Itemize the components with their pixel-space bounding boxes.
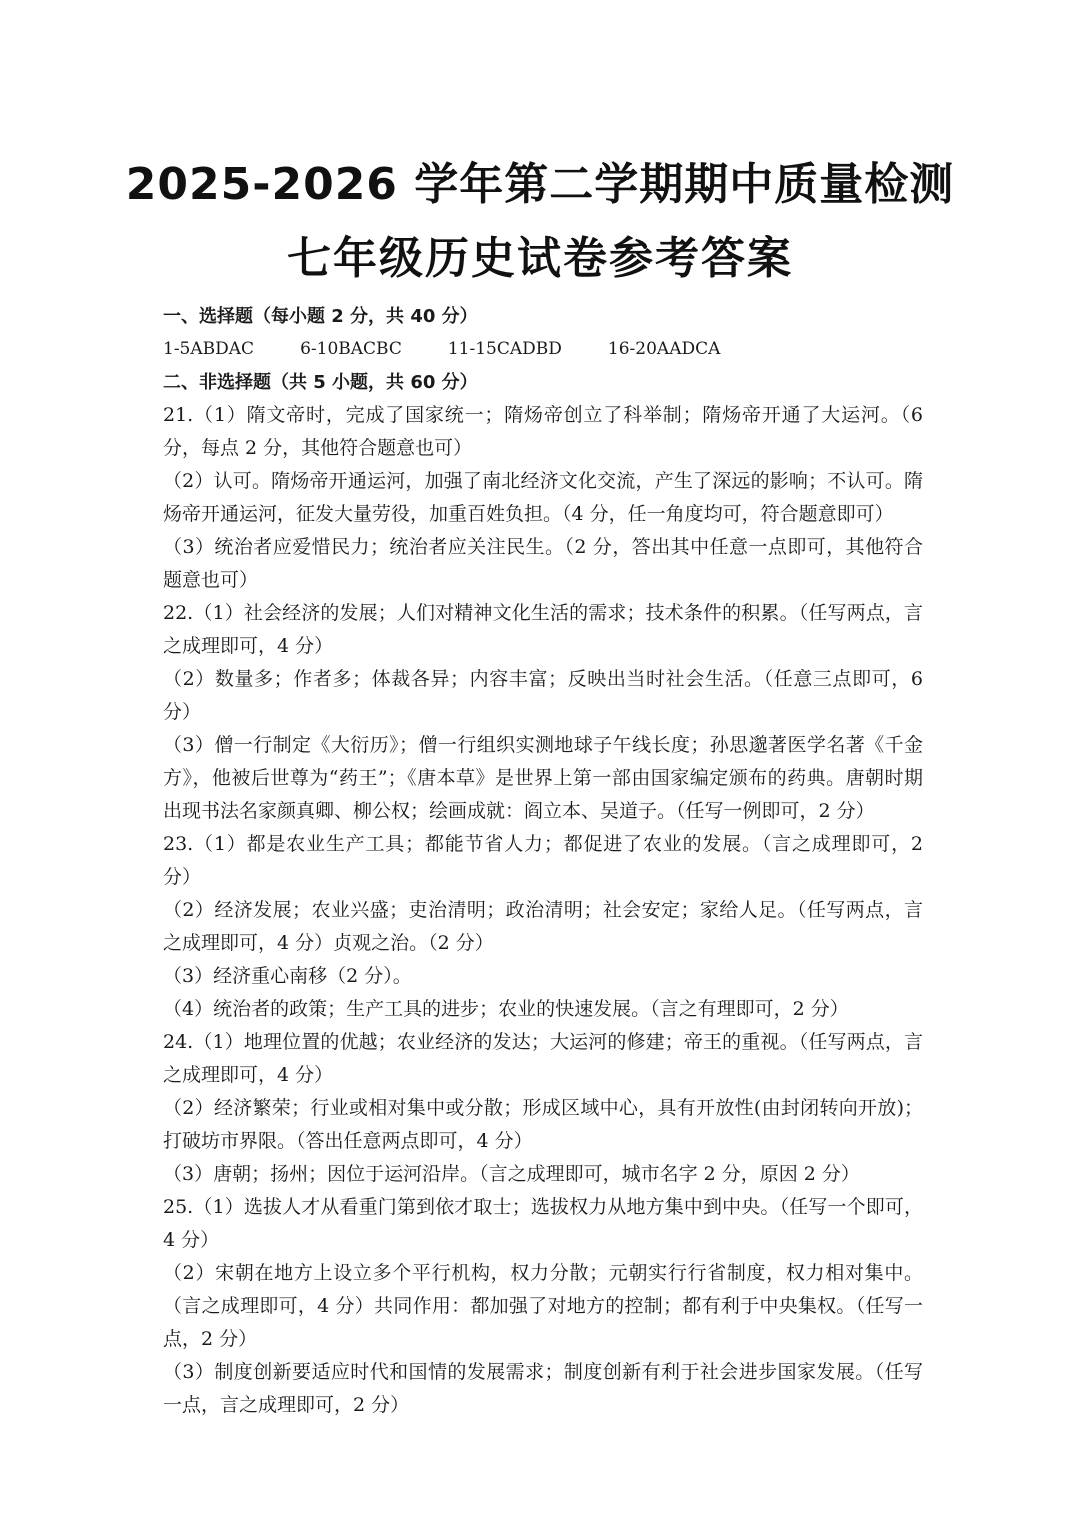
section-heading-multiple-choice: 一、选择题（每小题 2 分，共 40 分）	[163, 306, 478, 327]
answer-group: 16-20AADCA	[607, 339, 721, 359]
answer-group: 11-15CADBD	[447, 339, 562, 359]
answer-paragraph: （2）数量多；作者多；体裁各异；内容丰富；反映出当时社会生活。（任意三点即可，6 分）	[163, 668, 923, 723]
document-subtitle: 七年级历史试卷参考答案	[287, 233, 793, 284]
answer-paragraph: 22.（1）社会经济的发展；人们对精神文化生活的需求；技术条件的积累。（任写两点，言之成理即可，4 分）	[163, 602, 923, 657]
answer-paragraph: （2）经济发展；农业兴盛；吏治清明；政治清明；社会安定；家给人足。（任写两点，言之成理即可，4 分）贞观之治。（2 分）	[163, 899, 923, 954]
answer-group: 1-5ABDAC	[163, 339, 255, 359]
answer-paragraph: 21.（1）隋文帝时，完成了国家统一；隋炀帝创立了科举制；隋炀帝开通了大运河。（6 分，每点 2 分，其他符合题意也可）	[163, 404, 923, 459]
answer-paragraph: 23.（1）都是农业生产工具；都能节省人力；都促进了农业的发展。（言之成理即可，2 分）	[163, 833, 923, 888]
document-title: 2025-2026 学年第二学期期中质量检测	[125, 159, 955, 210]
answer-paragraph: 24.（1）地理位置的优越；农业经济的发达；大运河的修建；帝王的重视。（任写两点，言之成理即可，4 分）	[163, 1031, 923, 1086]
answer-paragraph: （3）僧一行制定《大衍历》；僧一行组织实测地球子午线长度；孙思邈著医学名著《千金方》，他被后世尊为“药王”；《唐本草》是世界上第一部由国家编定颁布的药典。唐朝时期出现书法名家颜真卿、柳公权；绘画成就：阎立本、吴道子。（任写一例即可，2 分）	[163, 734, 923, 822]
answer-paragraph: （2）宋朝在地方上设立多个平行机构，权力分散；元朝实行行省制度，权力相对集中。（言之成理即可，4 分）共同作用：都加强了对地方的控制；都有利于中央集权。（任写一点，2 分）	[163, 1262, 923, 1350]
section-heading-non-choice: 二、非选择题（共 5 小题，共 60 分）	[163, 372, 478, 393]
multiple-choice-answers	[163, 333, 923, 366]
answer-paragraph: 25.（1）选拔人才从看重门第到依才取士；选拔权力从地方集中到中央。（任写一个即可，4 分）	[163, 1196, 923, 1251]
answer-paragraph: （2）经济繁荣；行业或相对集中或分散；形成区域中心，具有开放性(由封闭转向开放)；打破坊市界限。（答出任意两点即可，4 分）	[163, 1097, 923, 1152]
answer-body	[163, 300, 923, 1422]
answer-paragraph: （3）统治者应爱惜民力；统治者应关注民生。（2 分，答出其中任意一点即可，其他符合题意也可）	[163, 536, 923, 591]
answer-paragraph: （3）唐朝；扬州；因位于运河沿岸。（言之成理即可，城市名字 2 分，原因 2 分）	[163, 1163, 860, 1185]
answer-paragraph: （3）制度创新要适应时代和国情的发展需求；制度创新有利于社会进步国家发展。（任写一点，言之成理即可，2 分）	[163, 1361, 923, 1416]
answer-paragraph: （3）经济重心南移（2 分）。	[163, 965, 412, 987]
answer-group: 6-10BACBC	[300, 339, 402, 359]
answer-paragraph: （4）统治者的政策；生产工具的进步；农业的快速发展。（言之有理即可，2 分）	[163, 998, 849, 1020]
answer-paragraph: （2）认可。隋炀帝开通运河，加强了南北经济文化交流，产生了深远的影响；不认可。隋炀帝开通运河，征发大量劳役，加重百姓负担。（4 分，任一角度均可，符合题意即可）	[163, 470, 923, 525]
